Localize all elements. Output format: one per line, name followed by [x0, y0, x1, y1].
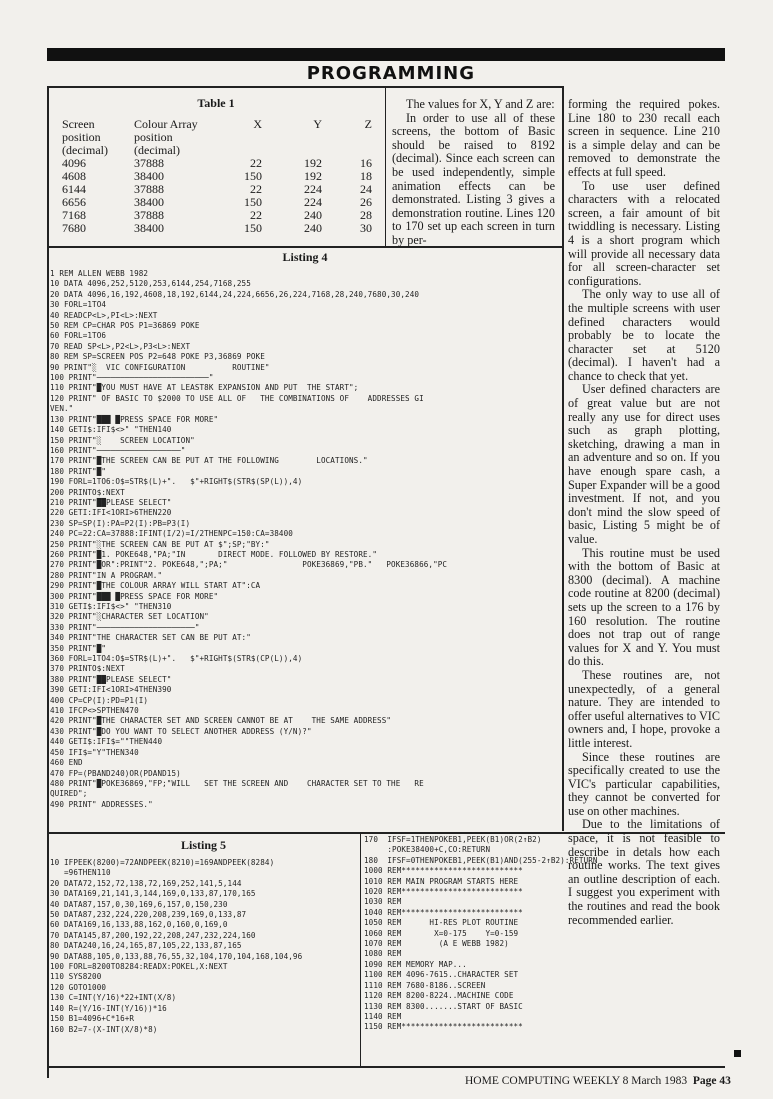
listing5-code	[50, 858, 358, 1035]
code-line: 60 DATA169,16,133,88,162,0,160,0,169,0	[50, 920, 228, 930]
code-line: 30 DATA169,21,141,3,144,169,0,133,87,170,165	[50, 889, 256, 899]
code-line: 200 PRINTO$:NEXT	[50, 487, 125, 497]
paragraph: In order to use all of these screens, the bottom of Basic should be raised to 8192 (decimal). Since each screen can be used independently, simple animation effects can be demonstrated. Listing 3 gives a demonstration routine. Lines 120 to 170 set up each screen in turn by per-	[392, 110, 555, 247]
code-line: 90 DATA88,105,0,133,88,76,55,32,104,170,104,168,104,96	[50, 951, 303, 961]
code-line: 180 IFSF=0THENPOKEB1,PEEK(B1)AND(255-2↑B2):RETURN	[364, 855, 598, 865]
code-line: 1000 REM**************************	[364, 866, 523, 876]
code-line: 350 PRINT"█"	[50, 643, 107, 653]
code-line: 180 PRINT"█"	[50, 466, 107, 476]
code-line: 230 SP=SP(I):PA=P2(I):PB=P3(I)	[50, 518, 191, 528]
code-line: 210 PRINT"██PLEASE SELECT"	[50, 497, 172, 507]
code-line: 440 GETI$:IFI$=""THEN440	[50, 737, 163, 747]
code-line: 90 PRINT"░ VIC CONFIGURATION ROUTINE"	[50, 362, 270, 372]
code-line: 420 PRINT"█THE CHARACTER SET AND SCREEN CANNOT BE AT THE SAME ADDRESS"	[50, 716, 392, 726]
code-line: 100 FORL=8200TO8284:READX:POKEL,X:NEXT	[50, 962, 228, 972]
paragraph: User defined characters are of great value but are not really any use for direct uses such as graph plotting, sketching, drawing a man in an adventure and so on. If you have enough spare cash, a Super Expander will be a good investment. If not, and you don't mind the slow speed of basic, Listing 5 might be of value.	[568, 382, 720, 546]
paragraph: These routines are, not unexpectedly, of a general nature. They are intended to offer useful alternatives to VIC owners and, I hope, provoke a little interest.	[568, 667, 720, 750]
table-row: 6656 38400 150 224 26	[62, 195, 372, 209]
code-line: :POKE38400+C,CO:RETURN	[364, 845, 491, 855]
code-line: 460 END	[50, 758, 83, 768]
code-line: 450 IFI$="Y"THEN340	[50, 747, 139, 757]
code-line: 1050 REM HI-RES PLOT ROUTINE	[364, 918, 519, 928]
code-line: 240 PC=22:CA=37888:IFINT(I/2)=I/2THENPC=150:CA=38400	[50, 529, 293, 539]
code-line: 340 PRINT"THE CHARACTER SET CAN BE PUT AT:"	[50, 633, 251, 643]
code-line: 1 REM ALLEN WEBB 1982	[50, 269, 149, 278]
table1-title: Table 1	[197, 96, 235, 110]
code-line: 400 CP=CP(I):PD=P1(I)	[50, 695, 149, 705]
code-line: 70 DATA145,87,200,192,22,208,247,232,224,160	[50, 930, 256, 940]
code-line: 130 PRINT"███ █PRESS SPACE FOR MORE"	[50, 414, 219, 424]
column-divider-rule	[562, 86, 564, 831]
code-line: 40 DATA87,157,0,30,169,6,157,0,150,230	[50, 899, 228, 909]
code-line: 1020 REM**************************	[364, 887, 523, 897]
code-line: 1140 REM	[364, 1011, 402, 1021]
table-row: 4608 38400 150 192 18	[62, 169, 372, 183]
code-line: 190 FORL=1TO6:O$=STR$(L)+". $"+RIGHT$(STR$(SP(L)),4)	[50, 477, 303, 487]
paragraph: To use user defined characters with a relocated screen, a fair amount of bit twiddling is necessary. Listing 4 is a short program which will provide all necessary data for all screen-character set configurations.	[568, 178, 720, 288]
frame-top-rule	[47, 86, 563, 88]
code-line: 50 REM CP=CHAR POS P1=36869 POKE	[50, 321, 200, 331]
code-line: 50 DATA87,232,224,220,208,239,169,0,133,87	[50, 910, 247, 920]
table-row: 7680 38400 150 240 30	[62, 221, 372, 235]
code-line: 120 GOTO1000	[50, 982, 107, 992]
code-line: 1060 REM X=0-175 Y=0-159	[364, 928, 519, 938]
bottom-rule	[47, 1066, 725, 1068]
code-line: 1130 REM 8300.......START OF BASIC	[364, 1001, 523, 1011]
code-line: =96THEN110	[50, 868, 111, 878]
code-line: 160 B2=7-(X-INT(X/8)*8)	[50, 1024, 158, 1034]
code-line: 1100 REM 4096-7615..CHARACTER SET	[364, 970, 519, 980]
footer-page-number: Page 43	[692, 1075, 731, 1087]
table1-header-colour: Colour Array position (decimal)	[134, 117, 198, 157]
code-line: 110 SYS8200	[50, 972, 102, 982]
code-line: 410 IFCP<>SPTHEN470	[50, 706, 139, 716]
code-line: 270 PRINT"█OR":PRINT"2. POKE648,";PA;" POKE36869,"PB." POKE36866,"PC	[50, 560, 448, 570]
code-line: 80 REM SP=SCREEN POS P2=648 POKE P3,36869 POKE	[50, 352, 265, 362]
listing4-code	[50, 269, 560, 810]
code-line: 1010 REM MAIN PROGRAM STARTS HERE	[364, 876, 519, 886]
code-line: 140 GETI$:IFI$<>" "THEN140	[50, 425, 172, 435]
code-line: 360 FORL=1TO4:O$=STR$(L)+". $"+RIGHT$(STR$(CP(L)),4)	[50, 654, 303, 664]
code-line: 150 B1=4096+C*16+R	[50, 1014, 135, 1024]
code-line: QUIRED";	[50, 789, 88, 799]
code-line: 10 IFPEEK(8200)=72ANDPEEK(8210)=169ANDPEEK(8284)	[50, 858, 275, 867]
code-line: 310 GETI$:IFI$<>" "THEN310	[50, 602, 172, 611]
code-line: 1030 REM	[364, 897, 402, 907]
code-line: 130 C=INT(Y/16)*22+INT(X/8)	[50, 993, 177, 1003]
code-line: 430 PRINT"█DO YOU WANT TO SELECT ANOTHER ADDRESS (Y/N)?"	[50, 726, 312, 736]
table-row: 4096 37888 22 192 16	[62, 156, 372, 170]
page-footer	[465, 1075, 731, 1087]
code-line: 160 PRINT"──────────────────"	[50, 445, 186, 455]
code-line: 10 DATA 4096,252,5120,253,6144,254,7168,255	[50, 279, 251, 289]
listing5-continued-code	[364, 835, 722, 1033]
table1-header-z: Z	[364, 117, 372, 131]
code-line: 20 DATA 4096,16,192,4608,18,192,6144,24,224,6656,26,224,7168,28,240,7680,30,240	[50, 289, 420, 299]
code-line: 290 PRINT"█THE COLOUR ARRAY WILL START AT":CA	[50, 581, 261, 591]
column-2-text	[392, 98, 555, 248]
paragraph: forming the required pokes. Line 180 to 230 recall each screen in sequence. Line 210 is a simple delay and can be removed to demonstrate the effects at full speed.	[568, 97, 720, 179]
paragraph: Since these routines are specifically created to use the VIC's particular capabilities, they cannot be converted for use on other machines.	[568, 749, 720, 818]
paragraph: This routine must be used with the bottom of Basic at 8300 (decimal). A machine code routine at 8200 (decimal) sets up the screen to a 176 by 160 resolution. The routine does not trap out of range values for X and Y. You must do this.	[568, 545, 720, 669]
code-line: 140 R=(Y/16-INT(Y/16))*16	[50, 1003, 167, 1013]
table-right-rule	[385, 86, 386, 246]
code-line: 480 PRINT"█POKE36869,"FP;"WILL SET THE SCREEN AND CHARACTER SET TO THE RE	[50, 778, 424, 788]
code-line: 1110 REM 7680-8186..SCREEN	[364, 980, 486, 990]
section-banner-bar	[47, 48, 725, 61]
code-line: 490 PRINT" ADDRESSES."	[50, 799, 153, 809]
code-line: 370 PRINTO$:NEXT	[50, 664, 125, 674]
code-line: 470 FP=(PBAND240)OR(PDAND15)	[50, 768, 181, 778]
table-row: 7168 37888 22 240 28	[62, 208, 372, 222]
table1	[62, 118, 372, 235]
listing5-divider-rule	[360, 832, 361, 1066]
code-line: 1070 REM (A E WEBB 1982)	[364, 939, 509, 949]
column-3-text	[568, 98, 720, 927]
section-title: PROGRAMMING	[306, 63, 475, 84]
code-line: 390 GETI:IFI<1ORI>4THEN390	[50, 685, 172, 695]
code-line: 170 IFSF=1THENPOKEB1,PEEK(B1)OR(2↑B2)	[364, 835, 542, 844]
code-line: 1090 REM MEMORY MAP...	[364, 959, 467, 969]
code-line: 380 PRINT"██PLEASE SELECT"	[50, 674, 172, 684]
code-line: 260 PRINT"█1. POKE648,"PA;"IN DIRECT MODE. FOLLOWED BY RESTORE."	[50, 549, 378, 559]
code-line: 220 GETI:IFI<1ORI>6THEN220	[50, 508, 172, 518]
code-line: 20 DATA72,152,72,138,72,169,252,141,5,144	[50, 878, 242, 888]
listing5-title: Listing 5	[180, 838, 226, 852]
frame-left-rule	[47, 86, 49, 1078]
code-line: 1080 REM	[364, 949, 402, 959]
code-line: 1120 REM 8200-8224..MACHINE CODE	[364, 991, 514, 1001]
code-line: 170 PRINT"█THE SCREEN CAN BE PUT AT THE FOLLOWING LOCATIONS."	[50, 456, 368, 466]
table1-header-x: X	[253, 117, 262, 131]
right-gutter	[724, 86, 725, 832]
paragraph: The values for X, Y and Z are:	[406, 97, 555, 111]
code-line: 40 READCP<L>,PI<L>:NEXT	[50, 310, 158, 320]
code-line: 60 FORL=1TO6	[50, 331, 107, 341]
code-line: 120 PRINT" OF BASIC TO $2000 TO USE ALL OF THE COMBINATIONS OF ADDRESSES GI	[50, 393, 424, 403]
code-line: 30 FORL=1TO4	[50, 300, 107, 310]
code-line: 70 READ SP<L>,P2<L>,P3<L>:NEXT	[50, 341, 191, 351]
code-line: 320 PRINT"░CHARACTER SET LOCATION"	[50, 612, 209, 622]
code-line: 250 PRINT"░THE SCREEN CAN BE PUT AT $";SP;"BY:"	[50, 539, 270, 549]
table1-header-row	[62, 118, 372, 157]
code-line: 80 DATA240,16,24,165,87,105,22,133,87,165	[50, 941, 242, 951]
code-line: 300 PRINT"███ █PRESS SPACE FOR MORE"	[50, 591, 219, 601]
code-line: 330 PRINT"─────────────────────"	[50, 622, 200, 632]
footer-publication: HOME COMPUTING WEEKLY 8 March 1983	[465, 1075, 688, 1087]
paragraph: Due to the limitations of space, it is not feasible to describe in detals how each routine works. The text gives an outline description of each. I suggest you experiment with the routines and read the book recommended earlier.	[568, 817, 720, 927]
code-line: 1150 REM**************************	[364, 1022, 523, 1032]
table1-header-screen: Screen position (decimal)	[62, 117, 108, 157]
code-line: 100 PRINT"────────────────────────"	[50, 373, 214, 383]
code-line: 1040 REM**************************	[364, 907, 523, 917]
code-line: 110 PRINT"█YOU MUST HAVE AT LEAST8K EXPANSION AND PUT THE START";	[50, 383, 359, 393]
code-line: 280 PRINT"IN A PROGRAM."	[50, 570, 163, 580]
code-line: 150 PRINT"░ SCREEN LOCATION"	[50, 435, 195, 445]
paragraph: The only way to use all of the multiple screens with user defined characters would probably be to locate the character set at 5120 (decimal). I haven't had a chance to check that yet.	[568, 287, 720, 383]
end-mark	[734, 1050, 741, 1057]
code-line: VEN."	[50, 404, 74, 414]
table-row: 6144 37888 22 224 24	[62, 182, 372, 196]
table1-header-y: Y	[313, 117, 322, 131]
listing4-title: Listing 4	[282, 250, 328, 264]
